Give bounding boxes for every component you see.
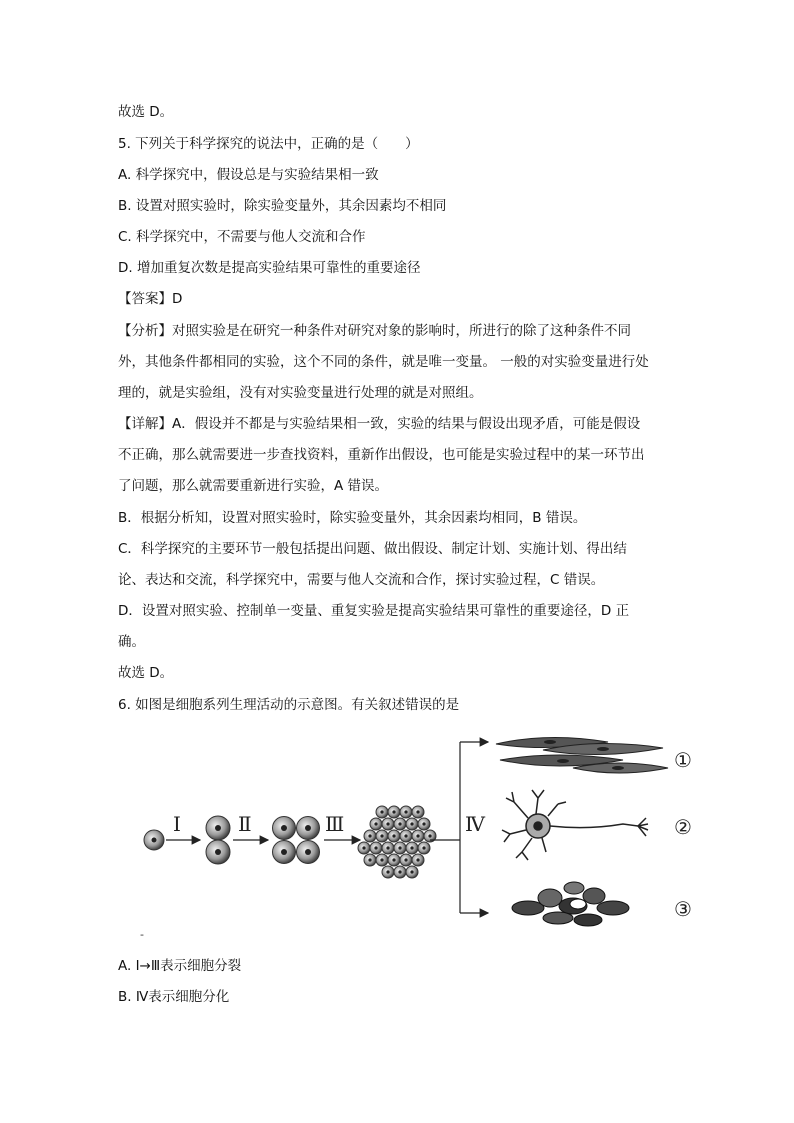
q5-analysis-line: 外，其他条件都相同的实验，这个不同的条件，就是唯一变量。 一般的对实验变量进行处 — [118, 354, 649, 370]
cluster-cell-nucleus — [410, 870, 413, 873]
tissue-label-3: ③ — [674, 897, 692, 921]
cluster-cell-nucleus — [380, 810, 383, 813]
stage-label-4: Ⅳ — [465, 812, 485, 836]
neuron-cell — [502, 790, 648, 860]
cluster-cell-nucleus — [374, 822, 377, 825]
cluster-cell-nucleus — [374, 846, 377, 849]
prev-conclusion: 故选 D。 — [118, 104, 174, 120]
cluster-cell-nucleus — [398, 846, 401, 849]
cell-activity-diagram — [118, 728, 708, 943]
cluster-cell-nucleus — [398, 870, 401, 873]
q5-option-d: D. 增加重复次数是提高实验结果可靠性的重要途径 — [118, 260, 421, 276]
single-cell — [144, 830, 164, 850]
tissue-label-2: ② — [674, 815, 692, 839]
cluster-cell-nucleus — [386, 822, 389, 825]
q5-analysis-line: 【分析】对照实验是在研究一种条件对研究对象的影响时，所进行的除了这种条件不同 — [118, 323, 631, 339]
cluster-cell-nucleus — [416, 834, 419, 837]
muscle-cells — [496, 737, 668, 773]
cluster-cell-nucleus — [392, 858, 395, 861]
blood-cells — [512, 882, 629, 926]
cluster-cell-nucleus — [368, 834, 371, 837]
cluster-cell-nucleus — [392, 834, 395, 837]
stage-label-2: Ⅱ — [238, 812, 252, 836]
cluster-cell-nucleus — [404, 810, 407, 813]
cluster-cell-nucleus — [422, 822, 425, 825]
cluster-cell-nucleus — [416, 858, 419, 861]
two-cells — [206, 816, 230, 864]
q5-conclusion: 故选 D。 — [118, 665, 174, 681]
cluster-cell-nucleus — [428, 834, 431, 837]
q5-detail-line: 确。 — [118, 634, 145, 650]
cluster-cell-nucleus — [416, 810, 419, 813]
cluster-cell-nucleus — [404, 858, 407, 861]
cluster-cell-nucleus — [410, 822, 413, 825]
q5-option-b: B. 设置对照实验时，除实验变量外，其余因素均不相同 — [118, 198, 447, 214]
cluster-cell-nucleus — [422, 846, 425, 849]
cluster-cell-nucleus — [368, 858, 371, 861]
q5-answer: 【答案】D — [118, 291, 183, 307]
q5-detail-line: D．设置对照实验、控制单一变量、重复实验是提高实验结果可靠性的重要途径，D 正 — [118, 603, 630, 619]
q6-option-a: A. Ⅰ→Ⅲ表示细胞分裂 — [118, 958, 242, 974]
q5-option-c: C. 科学探究中，不需要与他人交流和合作 — [118, 229, 366, 245]
cluster-cell-nucleus — [386, 846, 389, 849]
q5-option-a: A. 科学探究中，假设总是与实验结果相一致 — [118, 167, 379, 183]
four-cells — [273, 817, 320, 864]
stage-label-1: Ⅰ — [173, 812, 181, 836]
cluster-cell-nucleus — [392, 810, 395, 813]
cluster-cell-nucleus — [404, 834, 407, 837]
cluster-cell-nucleus — [410, 846, 413, 849]
stage-label-3: Ⅲ — [325, 812, 345, 836]
cell-cluster — [358, 806, 436, 878]
q5-detail-line: 不正确，那么就需要进一步查找资料，重新作出假设，也可能是实验过程中的某一环节出 — [118, 447, 645, 463]
q6-option-b: B. Ⅳ表示细胞分化 — [118, 989, 230, 1005]
q5-analysis-line: 理的，就是实验组，没有对实验变量进行处理的就是对照组。 — [118, 385, 483, 401]
stray-mark: - — [140, 928, 144, 941]
q5-detail-line: 【详解】A．假设并不都是与实验结果相一致，实验的结果与假设出现矛盾，可能是假设 — [118, 416, 641, 432]
q6-stem: 6. 如图是细胞系列生理活动的示意图。有关叙述错误的是 — [118, 697, 460, 713]
cluster-cell-nucleus — [362, 846, 365, 849]
cluster-cell-nucleus — [380, 858, 383, 861]
q5-detail-line: C．科学探究的主要环节一般包括提出问题、做出假设、制定计划、实施计划、得出结 — [118, 541, 627, 557]
cluster-cell-nucleus — [386, 870, 389, 873]
cluster-cell-nucleus — [398, 822, 401, 825]
q5-detail-line: B．根据分析知，设置对照实验时，除实验变量外，其余因素均相同，B 错误。 — [118, 510, 587, 526]
q5-detail-line: 论、表达和交流，科学探究中，需要与他人交流和合作，探讨实验过程，C 错误。 — [118, 572, 605, 588]
q5-detail-line: 了问题，那么就需要重新进行实验，A 错误。 — [118, 478, 389, 494]
tissue-label-1: ① — [674, 748, 692, 772]
q5-stem: 5. 下列关于科学探究的说法中，正确的是（ ） — [118, 136, 419, 152]
cluster-cell-nucleus — [380, 834, 383, 837]
